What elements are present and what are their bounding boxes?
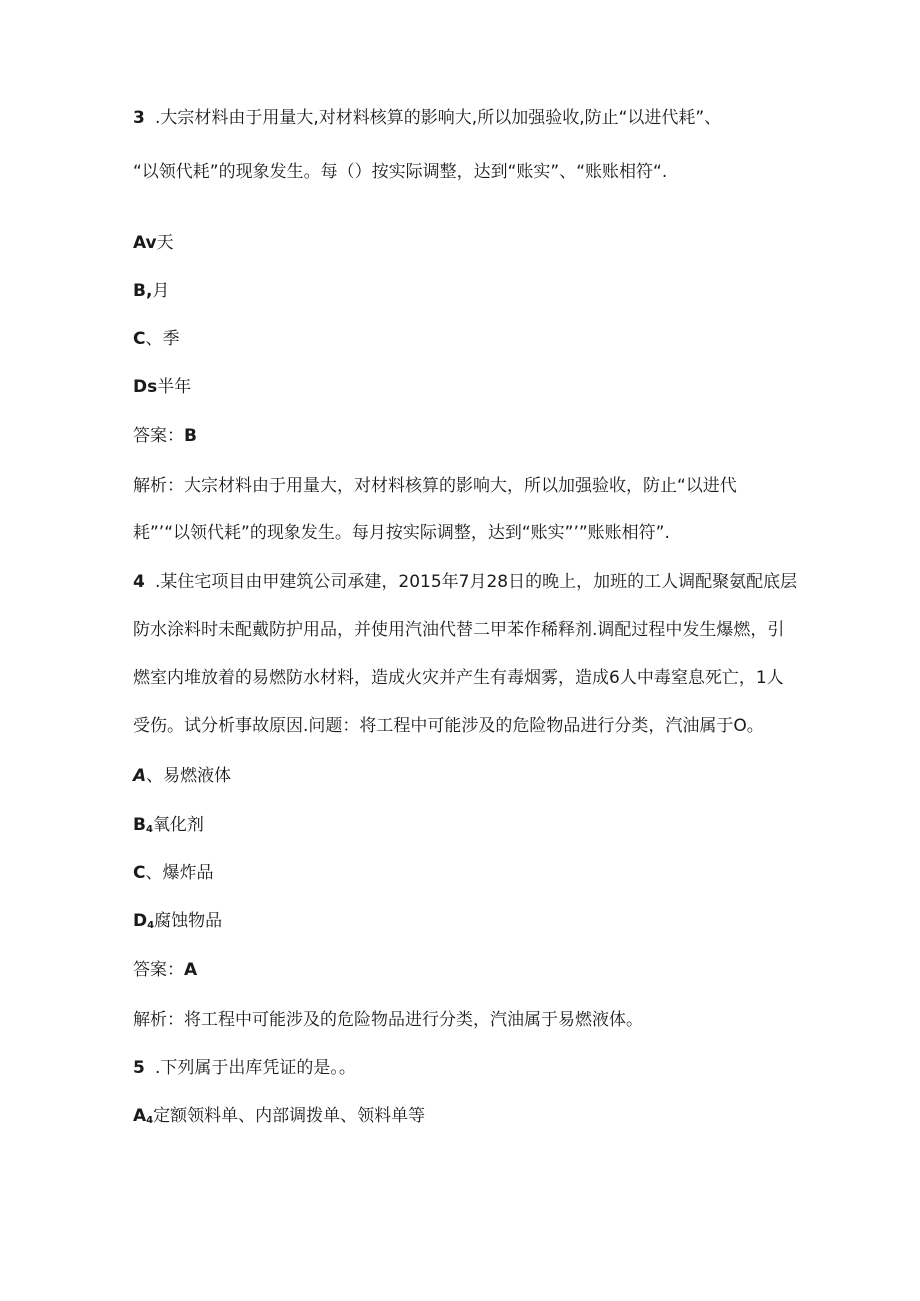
q4-option-d: $D_4$腐蚀物品 bbox=[133, 911, 223, 931]
q4-option-c: C、爆炸品 bbox=[133, 863, 214, 883]
q5-stem-text: .下列属于出库凭证的是。。 bbox=[155, 1058, 356, 1078]
q4-stem-line-3: 燃室内堆放着的易燃防水材料，造成火灾并产生有毒烟雾，造成6人中毒窒息死亡，1人 bbox=[133, 668, 784, 688]
q5-stem bbox=[133, 1056, 356, 1080]
q3-answer: 答案：B bbox=[133, 426, 197, 446]
q3-answer-value: B bbox=[184, 426, 197, 446]
q4-stem-line-4: 受伤。试分析事故原因.问题：将工程中可能涉及的危险物品进行分类，汽油属于O。 bbox=[133, 716, 764, 736]
q3-option-b: B,月 bbox=[133, 281, 170, 301]
q4-stem-line-1 bbox=[133, 570, 797, 594]
q3-analysis-line-1: 解析：大宗材料由于用量大，对材料核算的影响大，所以加强验收，防止“以进代 bbox=[133, 476, 737, 496]
q3-option-c: C、季 bbox=[133, 329, 180, 349]
q4-answer-value: A bbox=[184, 960, 198, 980]
q5-option-a: $A_4$定额领料单、内部调拨单、领料单等 bbox=[133, 1106, 426, 1126]
q4-stem-line-2: 防水涂料时未配戴防护用品，并使用汽油代替二甲苯作稀释剂.调配过程中发生爆燃，引 bbox=[133, 620, 785, 640]
q4-analysis: 解析：将工程中可能涉及的危险物品进行分类，汽油属于易燃液体。 bbox=[133, 1010, 643, 1030]
q3-stem-line-1 bbox=[133, 106, 721, 130]
q4-number: 4 bbox=[133, 572, 145, 592]
q3-analysis-line-2: 耗”’“以领代耗”的现象发生。每月按实际调整，达到“账实”’”账账相符”. bbox=[133, 523, 670, 543]
q5-number: 5 bbox=[133, 1058, 145, 1078]
q3-stem-line-2: “以领代耗”的现象发生。每（）按实际调整，达到“账实”、“账账相符“. bbox=[133, 162, 668, 182]
q3-option-d: Ds半年 bbox=[133, 377, 192, 397]
q3-option-a: Av天 bbox=[133, 233, 174, 253]
q4-option-a: A、易燃液体 bbox=[133, 766, 232, 786]
q3-number: 3 bbox=[133, 108, 145, 128]
q4-answer: 答案：A bbox=[133, 960, 198, 980]
q3-stem-text-1: .大宗材料由于用量大,对材料核算的影响大,所以加强验收,防止“以进代耗”、 bbox=[155, 108, 722, 128]
q4-option-b: $B_4$氧化剂 bbox=[133, 815, 204, 835]
q4-stem-text-1: .某住宅项目由甲建筑公司承建，2015年7月28日的晚上，加班的工人调配聚氨配底层 bbox=[155, 572, 798, 592]
